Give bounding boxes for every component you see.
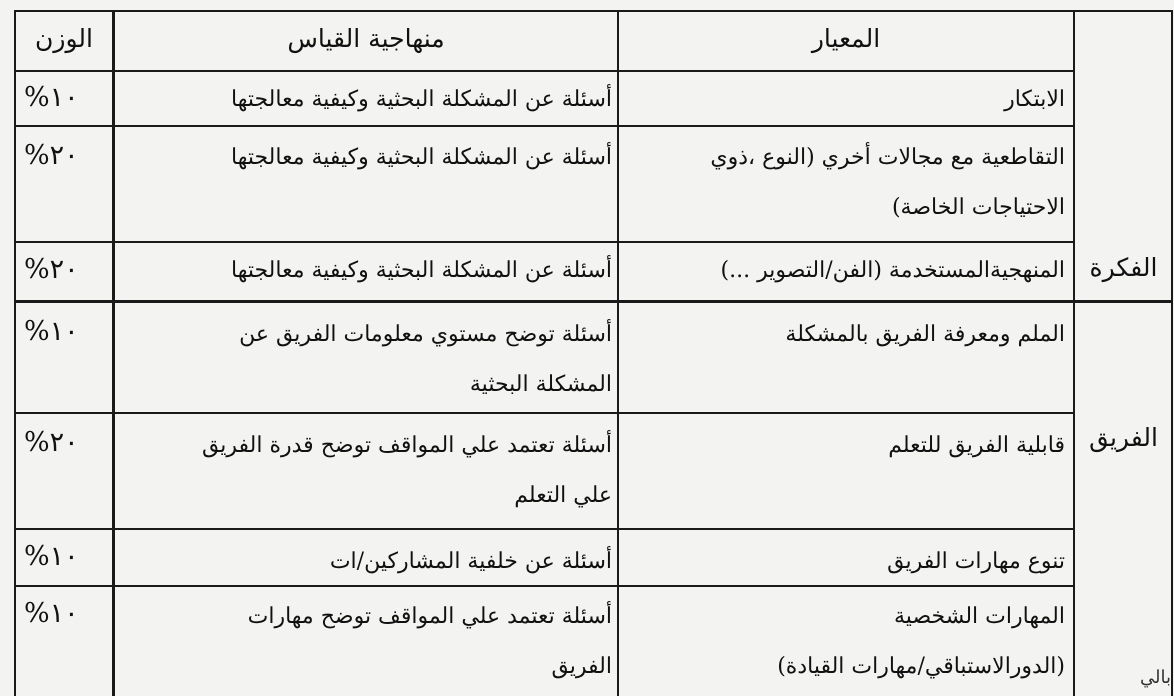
header-weight: الوزن	[35, 24, 93, 53]
table-border-right	[1171, 10, 1173, 696]
header-method: منهاجية القياس	[287, 24, 445, 53]
weight-cell: %١٠	[24, 598, 79, 629]
criterion-cell: المنهجيةالمستخدمة (الفن/التصوير ...)	[720, 258, 1065, 283]
criterion-cell: الملم ومعرفة الفريق بالمشكلة	[785, 322, 1065, 347]
table-border-top	[14, 10, 1173, 12]
row-line	[14, 528, 1074, 530]
row-line	[14, 241, 1074, 243]
criterion-cell: المهارات الشخصية (الدورالاستباقي/مهارات القيادة)	[777, 604, 1065, 679]
method-cell: أسئلة عن خلفية المشاركين/ات	[329, 549, 612, 574]
group-label-team: الفريق	[1089, 423, 1158, 452]
margin-note: بالي	[1140, 667, 1171, 688]
criterion-cell: التقاطعية مع مجالات أخري (النوع ،ذوي الاحتياجات الخاصة)	[710, 145, 1065, 220]
row-line	[14, 125, 1074, 127]
weight-cell: %٢٠	[24, 254, 79, 285]
column-divider-weight	[112, 10, 115, 696]
weight-cell: %١٠	[24, 541, 79, 572]
column-divider-criterion	[1073, 10, 1075, 696]
method-cell: أسئلة عن المشكلة البحثية وكيفية معالجتها	[230, 258, 612, 283]
weight-cell: %١٠	[24, 82, 79, 113]
weight-cell: %٢٠	[24, 140, 79, 171]
criterion-cell: الابتكار	[1004, 87, 1065, 112]
method-cell: أسئلة تعتمد علي المواقف توضح مهارات الفريق	[247, 604, 612, 679]
criterion-cell: تنوع مهارات الفريق	[887, 549, 1065, 574]
method-cell: أسئلة توضح مستوي معلومات الفريق عن المشكلة البحثية	[239, 322, 612, 397]
header-criterion: المعيار	[811, 24, 881, 53]
method-cell: أسئلة عن المشكلة البحثية وكيفية معالجتها	[230, 87, 612, 112]
row-line	[14, 412, 1074, 414]
criterion-cell: قابلية الفريق للتعلم	[888, 433, 1065, 458]
weight-cell: %٢٠	[24, 427, 79, 458]
method-cell: أسئلة عن المشكلة البحثية وكيفية معالجتها	[230, 145, 612, 170]
group-label-idea: الفكرة	[1089, 253, 1158, 282]
column-divider-method	[617, 10, 619, 696]
weight-cell: %١٠	[24, 316, 79, 347]
header-bottom-line	[14, 70, 1074, 72]
group-divider-line	[14, 300, 1173, 303]
method-cell: أسئلة تعتمد علي المواقف توضح قدرة الفريق علي التعلم	[201, 433, 612, 508]
table-border-left	[14, 10, 16, 696]
